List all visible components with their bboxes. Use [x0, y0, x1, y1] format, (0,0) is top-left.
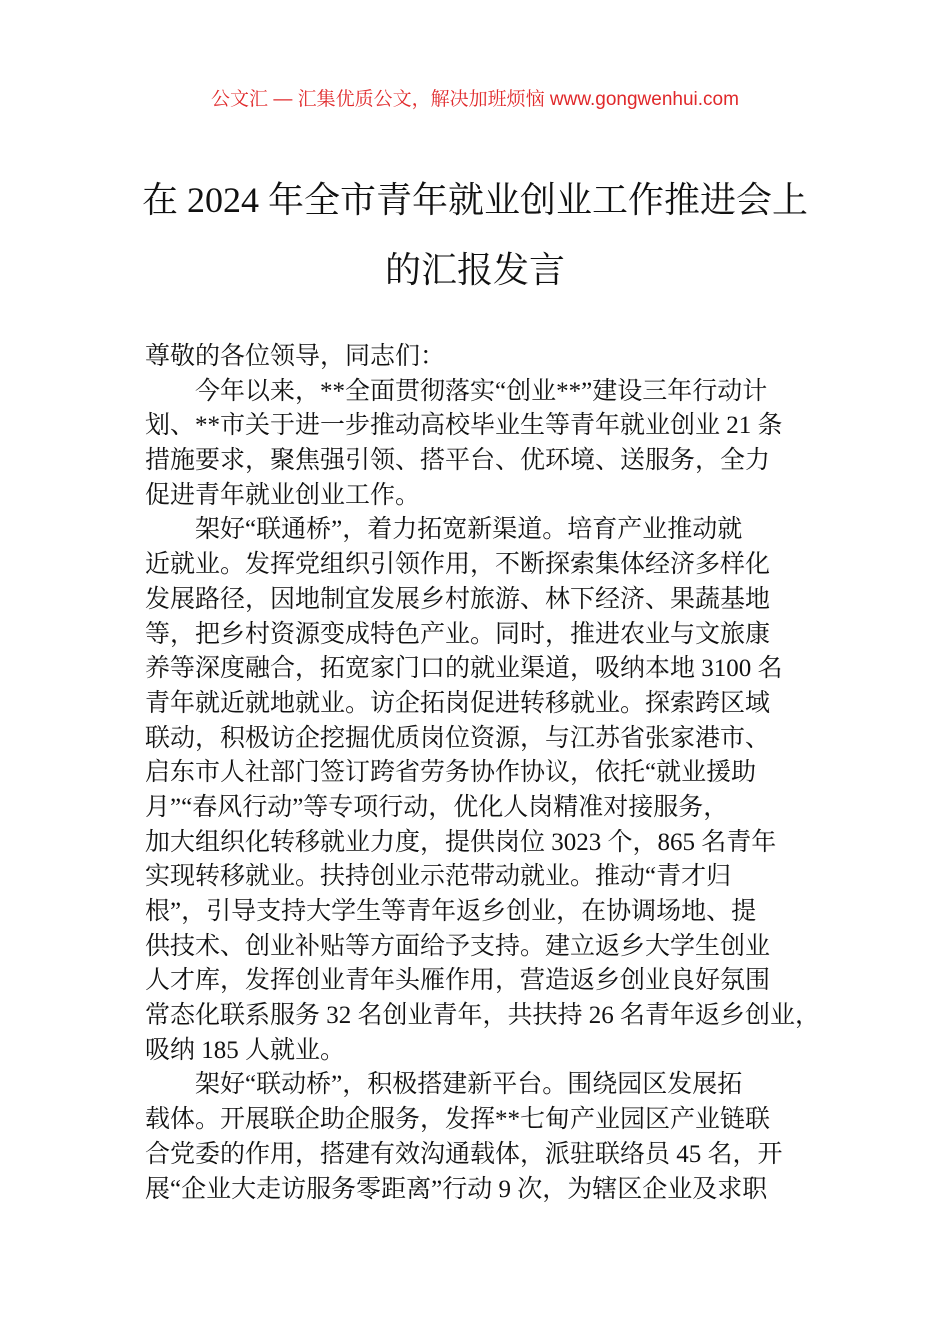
- body-text-line: 展“企业大走访服务零距离”行动 9 次，为辖区企业及求职: [145, 1175, 768, 1203]
- body-text-line: 促进青年就业创业工作。: [145, 481, 421, 509]
- body-text-line: 发展路径，因地制宜发展乡村旅游、林下经济、果蔬基地: [145, 585, 771, 613]
- body-text-line: 加大组织化转移就业力度，提供岗位 3023 个，865 名青年: [145, 828, 777, 856]
- document-body: [145, 340, 835, 1207]
- body-text-line: 实现转移就业。扶持创业示范带动就业。推动“青才归: [145, 863, 732, 891]
- body-text-line: 架好“联通桥”，着力拓宽新渠道。培育产业推动就: [195, 516, 743, 544]
- body-text-line: 联动，积极访企挖掘优质岗位资源，与江苏省张家港市、: [145, 724, 771, 752]
- body-text-line: 尊敬的各位领导，同志们：: [145, 343, 446, 370]
- body-text-line: 人才库，发挥创业青年头雁作用，营造返乡创业良好氛围: [145, 967, 771, 995]
- body-text-line: 近就业。发挥党组织引领作用，不断探索集体经济多样化: [145, 551, 771, 579]
- body-text-line: 青年就近就地就业。访企拓岗促进转移就业。探索跨区域: [145, 689, 771, 717]
- body-text-line: 合党委的作用，搭建有效沟通载体，派驻联络员 45 名，开: [145, 1140, 783, 1168]
- body-text-line: 根”，引导支持大学生等青年返乡创业，在协调场地、提: [145, 898, 757, 925]
- document-title-line-1: 在 2024 年全市青年就业创业工作推进会上: [141, 180, 808, 220]
- body-text-line: 措施要求，聚焦强引领、搭平台、优环境、送服务，全力: [145, 447, 771, 475]
- body-text-line: 划、**市关于进一步推动高校毕业生等青年就业创业 21 条: [145, 412, 783, 440]
- body-text-line: 月”“春风行动”等专项行动，优化人岗精准对接服务，: [145, 793, 729, 821]
- body-text-line: 供技术、创业补贴等方面给予支持。建立返乡大学生创业: [145, 932, 771, 960]
- body-text-line: 吸纳 185 人就业。: [145, 1036, 346, 1064]
- body-text-line: 常态化联系服务 32 名创业青年，共扶持 26 名青年返乡创业，: [145, 1002, 821, 1030]
- body-text-line: 养等深度融合，拓宽家门口的就业渠道，吸纳本地 3100 名: [145, 655, 783, 683]
- body-text-line: 启东市人社部门签订跨省劳务协作协议，依托“就业援助: [145, 759, 757, 787]
- body-text-line: 今年以来，**全面贯彻落实“创业**”建设三年行动计: [195, 377, 768, 405]
- body-text-line: 等，把乡村资源变成特色产业。同时，推进农业与文旅康: [145, 620, 771, 648]
- document-title-line-2: 的汇报发言: [384, 250, 565, 290]
- body-text-line: 载体。开展联企助企服务，发挥**七甸产业园区产业链联: [145, 1106, 771, 1134]
- body-text-line: 架好“联动桥”，积极搭建新平台。围绕园区发展拓: [195, 1071, 743, 1099]
- watermark-header: 公文汇 — 汇集优质公文，解决加班烦恼 www.gongwenhui.com: [211, 89, 739, 110]
